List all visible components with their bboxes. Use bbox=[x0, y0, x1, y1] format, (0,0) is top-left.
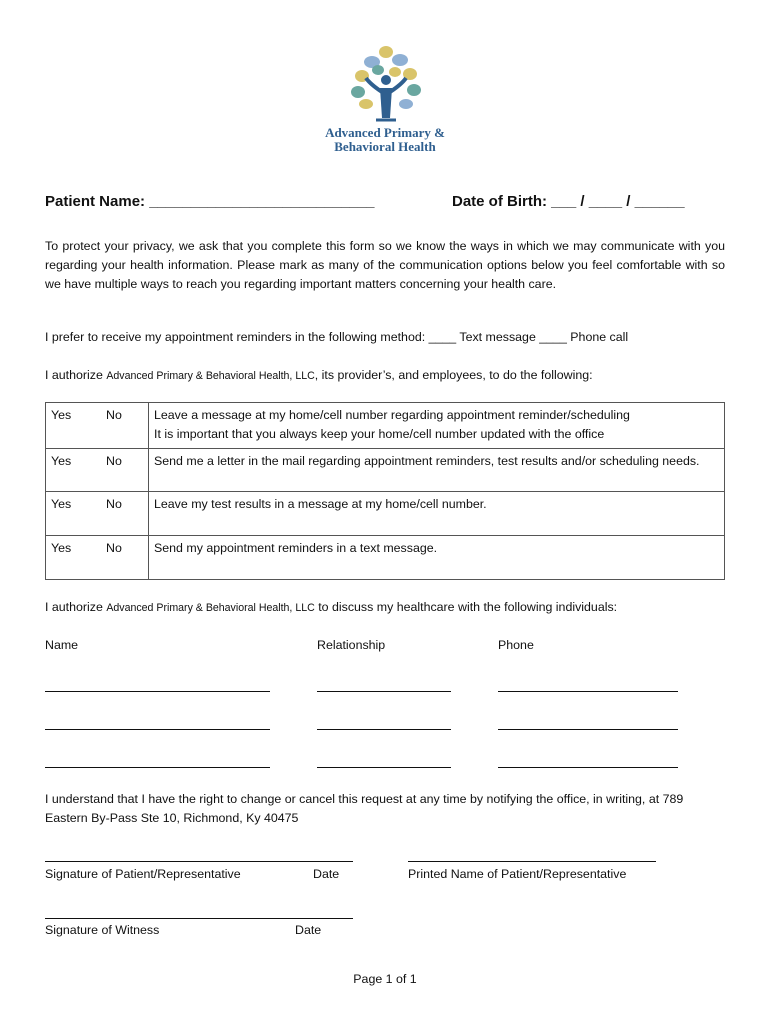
privacy-intro: To protect your privacy, we ask that you complete this form so we know the ways in which we may communicate with you regarding your health information. Please mark as many of the communication options below you feel comfortable with so we have multiple ways to reach you regarding important matters concerning your health care. bbox=[45, 239, 725, 291]
logo-line2: Behavioral Health bbox=[334, 139, 436, 154]
table-row bbox=[46, 536, 725, 580]
contact-name-line[interactable] bbox=[45, 767, 270, 768]
contact-name-line[interactable] bbox=[45, 729, 270, 730]
authorize2-suffix: to discuss my healthcare with the following individuals: bbox=[314, 600, 618, 614]
permission-text: Send my appointment reminders in a text message. bbox=[149, 536, 725, 580]
permission-text: Leave my test results in a message at my home/cell number. bbox=[149, 492, 725, 536]
yes-no-cell[interactable] bbox=[46, 492, 149, 536]
table-row bbox=[46, 403, 725, 449]
logo-line1: Advanced Primary & bbox=[325, 125, 445, 140]
date-label-2: Date bbox=[295, 923, 322, 937]
yes-option[interactable]: Yes bbox=[51, 454, 72, 468]
authorize1-prefix: I authorize bbox=[45, 368, 107, 382]
yes-option[interactable]: Yes bbox=[51, 497, 72, 511]
date-of-birth-field[interactable]: Date of Birth: ___ / ____ / ______ bbox=[452, 193, 685, 210]
no-option[interactable]: No bbox=[106, 541, 122, 555]
contact-relationship-line[interactable] bbox=[317, 767, 451, 768]
contact-relationship-header: Relationship bbox=[317, 638, 386, 652]
contact-relationship-line[interactable] bbox=[317, 691, 451, 692]
patient-signature-label: Signature of Patient/Representative bbox=[45, 867, 241, 881]
table-row bbox=[46, 449, 725, 492]
date-label-1: Date bbox=[313, 867, 340, 881]
contact-phone-line[interactable] bbox=[498, 767, 678, 768]
contact-phone-line[interactable] bbox=[498, 691, 678, 692]
permission-line-2: It is important that you always keep your home/cell number updated with the office bbox=[154, 427, 605, 441]
understand-statement: I understand that I have the right to change or cancel this request at any time by notifying the office, in writing, at 789 Eastern By-Pass Ste 10, Richmond, Ky 40475 bbox=[45, 792, 684, 825]
authorize1-suffix: , its provider’s, and employees, to do the following: bbox=[314, 368, 593, 382]
printed-name-label: Printed Name of Patient/Representative bbox=[408, 867, 627, 881]
authorize2-prefix: I authorize bbox=[45, 600, 107, 614]
page-number: Page 1 of 1 bbox=[353, 972, 417, 986]
authorize1-entity: Advanced Primary & Behavioral Health, LLC bbox=[106, 370, 315, 382]
contact-name-line[interactable] bbox=[45, 691, 270, 692]
permission-text bbox=[149, 403, 725, 449]
authorize2-entity: Advanced Primary & Behavioral Health, LLC bbox=[106, 602, 315, 614]
printed-name-line[interactable] bbox=[408, 861, 656, 862]
yes-option[interactable]: Yes bbox=[51, 408, 72, 422]
yes-no-cell[interactable] bbox=[46, 449, 149, 492]
no-option[interactable]: No bbox=[106, 408, 122, 422]
patient-signature-line[interactable] bbox=[45, 861, 353, 862]
contact-relationship-line[interactable] bbox=[317, 729, 451, 730]
authorize-statement-2 bbox=[45, 600, 617, 614]
authorize-statement-1 bbox=[45, 368, 593, 382]
yes-no-cell[interactable] bbox=[46, 536, 149, 580]
contact-phone-line[interactable] bbox=[498, 729, 678, 730]
no-option[interactable]: No bbox=[106, 497, 122, 511]
witness-signature-label: Signature of Witness bbox=[45, 923, 160, 937]
permission-line: Leave a message at my home/cell number regarding appointment reminder/scheduling bbox=[154, 408, 630, 422]
tree-logo-icon bbox=[300, 40, 470, 126]
table-row bbox=[46, 492, 725, 536]
contact-name-header: Name bbox=[45, 638, 79, 652]
yes-no-cell[interactable] bbox=[46, 403, 149, 449]
no-option[interactable]: No bbox=[106, 454, 122, 468]
logo bbox=[300, 40, 470, 154]
permissions-table bbox=[45, 402, 725, 580]
yes-option[interactable]: Yes bbox=[51, 541, 72, 555]
patient-name-field[interactable]: Patient Name: ___________________________ bbox=[45, 193, 375, 210]
logo-text bbox=[300, 126, 470, 154]
witness-signature-line[interactable] bbox=[45, 918, 353, 919]
reminder-preference[interactable]: I prefer to receive my appointment reminders in the following method: ____ Text message ____ Phone call bbox=[45, 330, 629, 344]
contact-phone-header: Phone bbox=[498, 638, 534, 652]
permission-text: Send me a letter in the mail regarding appointment reminders, test results and/or scheduling needs. bbox=[149, 449, 725, 492]
